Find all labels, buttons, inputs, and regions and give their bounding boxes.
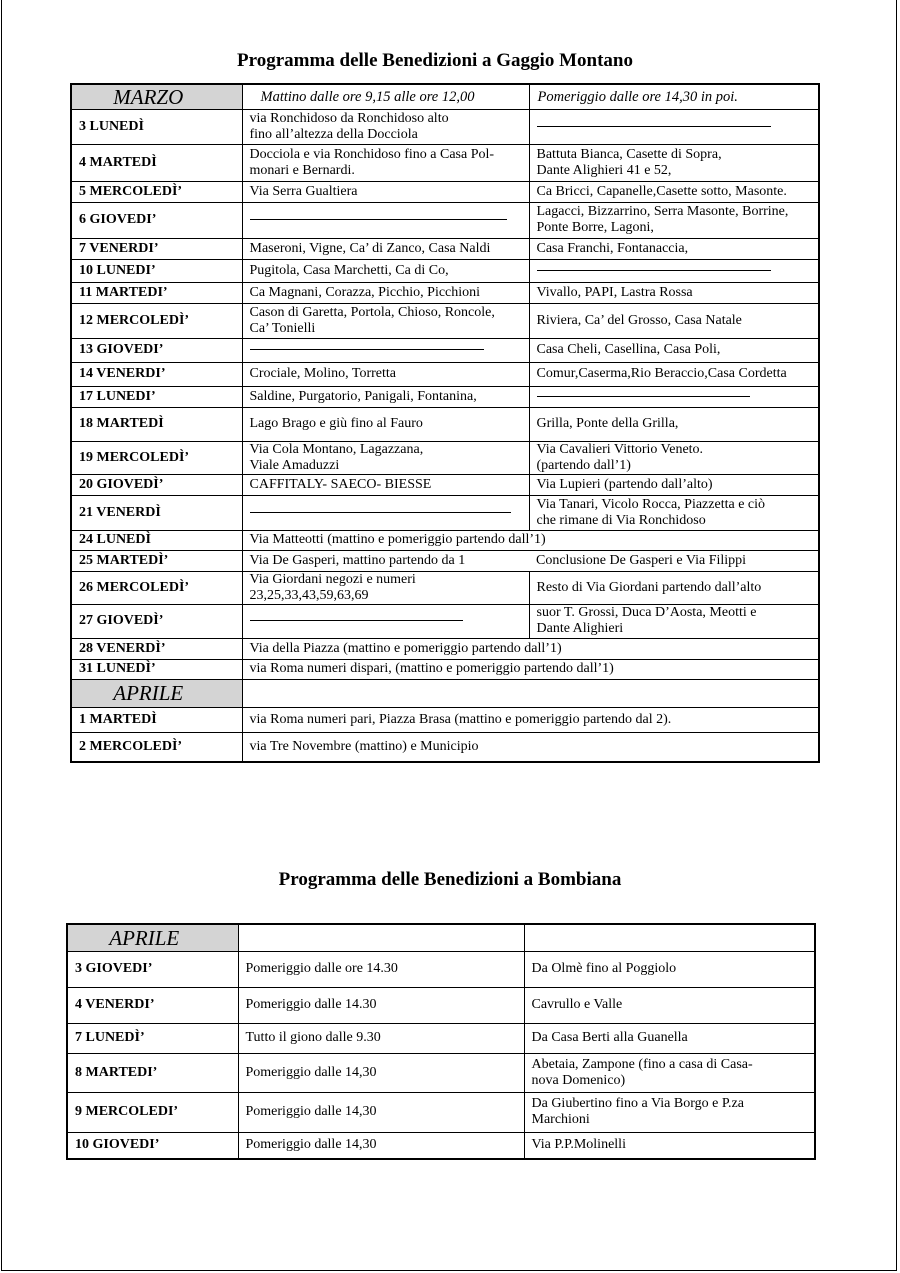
schedule-row (71, 259, 819, 282)
cell-line: Via Tanari, Vicolo Rocca, Piazzetta e ciò (536, 496, 766, 512)
schedule-row (67, 987, 815, 1023)
cell-line: Da Olmè fino al Poggiolo (531, 961, 677, 976)
cell-line: nova Domenico) (531, 1072, 626, 1088)
cell-line: monari e Bernardi. (249, 162, 355, 178)
schedule-row (71, 303, 819, 338)
morning-cell (242, 181, 529, 202)
schedule-row (67, 951, 815, 987)
month-label (71, 679, 242, 707)
morning-header: Mattino dalle ore 9,15 alle ore 12,00 (242, 84, 529, 109)
morning-cell (242, 362, 529, 386)
cell-line: Riviera, Ca’ del Grosso, Casa Natale (536, 312, 742, 328)
cell-line: Via Serra Gualtiera (249, 183, 358, 199)
month-label (67, 924, 238, 951)
month-name-text: APRILE (109, 925, 180, 950)
day-cell: 4 VENERDI’ (67, 987, 238, 1023)
cell-line: Casa Cheli, Casellina, Casa Poli, (536, 342, 721, 357)
month-name-text: MARZO (113, 84, 184, 109)
full-day-cell: via Roma numeri pari, Piazza Brasa (mattino e pomeriggio partendo dal 2). (242, 707, 819, 732)
day-cell: 13 GIOVEDI’ (71, 338, 242, 362)
day-cell: 10 GIOVEDI’ (67, 1132, 238, 1159)
afternoon-cell (529, 202, 819, 238)
afternoon-cell (529, 441, 819, 474)
cell-line: Via Giordani negozi e numeri (249, 571, 416, 587)
schedule-row (67, 1023, 815, 1053)
full-day-cell: via Roma numeri dispari, (mattino e pomeriggio partendo dall’1) (242, 659, 819, 679)
schedule-row (71, 571, 819, 604)
afternoon-cell (529, 604, 819, 638)
schedule-row (71, 550, 819, 571)
schedule-row (71, 144, 819, 181)
header-blank (238, 924, 524, 951)
april-header-blank (242, 679, 819, 707)
afternoon-cell (529, 303, 819, 338)
afternoon-cell (529, 550, 819, 571)
morning-cell (242, 338, 529, 362)
time-cell: Pomeriggio dalle 14,30 (238, 1132, 524, 1159)
place-cell (524, 1023, 815, 1053)
afternoon-cell (529, 495, 819, 530)
full-day-cell: Via della Piazza (mattino e pomeriggio partendo dall’1) (242, 638, 819, 659)
schedule-row (71, 282, 819, 303)
empty-dash (537, 270, 771, 271)
schedule-row (71, 238, 819, 259)
morning-cell (242, 495, 529, 530)
cell-line: fino all’altezza della Docciola (249, 126, 418, 142)
schedule-row (71, 181, 819, 202)
day-cell: 14 VENERDI’ (71, 362, 242, 386)
cell-line: Lago Brago e giù fino al Fauro (249, 416, 423, 431)
day-cell: 5 MERCOLEDÌ’ (71, 181, 242, 202)
empty-dash (537, 396, 750, 397)
afternoon-cell (529, 338, 819, 362)
place-cell (524, 951, 815, 987)
schedule-row (71, 707, 819, 732)
cell-line: Ponte Borre, Lagoni, (536, 220, 654, 235)
cell-line: Cason di Garetta, Portola, Chioso, Roncole, (249, 304, 495, 320)
bombiana-title: Programma delle Benedizioni a Bombiana (278, 869, 622, 890)
cell-line: Comur,Caserma,Rio Beraccio,Casa Cordetta (536, 366, 787, 381)
day-cell: 25 MARTEDÌ’ (71, 550, 242, 571)
day-cell: 10 LUNEDI’ (71, 259, 242, 282)
time-cell: Pomeriggio dalle 14.30 (238, 987, 524, 1023)
gaggio-schedule-table (70, 83, 820, 763)
schedule-row (71, 604, 819, 638)
cell-line: Crociale, Molino, Torretta (249, 366, 397, 381)
cell-line: Via Cola Montano, Lagazzana, (249, 441, 424, 457)
cell-line: Via De Gasperi, mattino partendo da 1 (249, 552, 466, 568)
cell-line: via Ronchidoso da Ronchidoso alto (249, 110, 449, 126)
schedule-row (71, 362, 819, 386)
day-cell: 26 MERCOLEDÌ’ (71, 571, 242, 604)
day-cell: 2 MERCOLEDÌ’ (71, 732, 242, 762)
afternoon-cell (529, 109, 819, 144)
cell-line: Docciola e via Ronchidoso fino a Casa Pol- (249, 146, 495, 162)
empty-dash (250, 219, 507, 220)
morning-cell (242, 604, 529, 638)
time-cell: Pomeriggio dalle 14,30 (238, 1053, 524, 1092)
day-cell: 19 MERCOLEDÌ’ (71, 441, 242, 474)
day-cell: 11 MARTEDI’ (71, 282, 242, 303)
morning-cell (242, 571, 529, 604)
month-header-row (67, 924, 815, 951)
cell-line: suor T. Grossi, Duca D’Aosta, Meotti e (536, 605, 757, 620)
day-cell: 7 VENERDI’ (71, 238, 242, 259)
place-cell (524, 1053, 815, 1092)
cell-line: Maseroni, Vigne, Ca’ di Zanco, Casa Naldi (249, 240, 491, 256)
schedule-row (67, 1092, 815, 1132)
day-cell: 9 MERCOLEDI’ (67, 1092, 238, 1132)
month-name-text: APRILE (113, 681, 184, 705)
cell-line: Via P.P.Molinelli (531, 1137, 626, 1153)
schedule-row (67, 1053, 815, 1092)
cell-line: Pugitola, Casa Marchetti, Ca di Co, (249, 262, 449, 278)
cell-line: Cavrullo e Valle (531, 997, 623, 1012)
cell-line: Conclusione De Gasperi e Via Filippi (536, 552, 747, 568)
schedule-row (71, 386, 819, 407)
month-header-row (71, 84, 819, 109)
morning-cell (242, 109, 529, 144)
cell-line: Ca Bricci, Capanelle,Casette sotto, Masonte. (536, 183, 787, 199)
day-cell: 8 MARTEDI’ (67, 1053, 238, 1092)
place-cell (524, 1092, 815, 1132)
day-cell: 3 LUNEDÌ (71, 109, 242, 144)
schedule-row (71, 338, 819, 362)
morning-cell (242, 407, 529, 441)
cell-line: Abetaia, Zampone (fino a casa di Casa- (531, 1056, 753, 1072)
cell-line: CAFFITALY- SAECO- BIESSE (249, 476, 432, 492)
cell-line: Saldine, Purgatorio, Panigali, Fontanina, (249, 388, 477, 404)
schedule-row (67, 1132, 815, 1159)
cell-line: Resto di Via Giordani partendo dall’alto (536, 579, 762, 595)
afternoon-cell (529, 259, 819, 282)
empty-dash (250, 349, 484, 350)
cell-line: Dante Alighieri (536, 621, 624, 636)
afternoon-cell (529, 407, 819, 441)
day-cell: 7 LUNEDÌ’ (67, 1023, 238, 1053)
cell-line: Ca Magnani, Corazza, Picchio, Picchioni (249, 284, 481, 300)
morning-cell (242, 202, 529, 238)
cell-line: Ca’ Tonielli (249, 320, 316, 336)
afternoon-cell (529, 571, 819, 604)
morning-cell (242, 259, 529, 282)
day-cell: 21 VENERDÌ (71, 495, 242, 530)
schedule-row (71, 202, 819, 238)
morning-cell (242, 144, 529, 181)
day-cell: 31 LUNEDÌ’ (71, 659, 242, 679)
schedule-row (71, 474, 819, 495)
empty-dash (250, 512, 511, 513)
afternoon-header: Pomeriggio dalle ore 14,30 in poi. (529, 84, 819, 109)
cell-line: Da Casa Berti alla Guanella (531, 1030, 688, 1045)
schedule-row (71, 530, 819, 550)
cell-line: Via Lupieri (partendo dall’alto) (536, 476, 713, 492)
cell-line: Dante Alighieri 41 e 52, (536, 162, 672, 178)
day-cell: 1 MARTEDÌ (71, 707, 242, 732)
schedule-row (71, 659, 819, 679)
day-cell: 27 GIOVEDÌ’ (71, 604, 242, 638)
day-cell: 12 MERCOLEDÌ’ (71, 303, 242, 338)
place-cell (524, 1132, 815, 1159)
time-cell: Pomeriggio dalle ore 14.30 (238, 951, 524, 987)
header-blank (524, 924, 815, 951)
afternoon-cell (529, 386, 819, 407)
afternoon-cell (529, 144, 819, 181)
day-cell: 20 GIOVEDÌ’ (71, 474, 242, 495)
morning-cell (242, 441, 529, 474)
day-cell: 6 GIOVEDI’ (71, 202, 242, 238)
schedule-row (71, 441, 819, 474)
afternoon-cell (529, 474, 819, 495)
morning-cell (242, 474, 529, 495)
cell-line: Marchioni (531, 1112, 590, 1127)
cell-line: 23,25,33,43,59,63,69 (249, 587, 369, 603)
cell-line: Grilla, Ponte della Grilla, (536, 416, 679, 431)
morning-cell (242, 303, 529, 338)
afternoon-cell (529, 282, 819, 303)
morning-cell (242, 282, 529, 303)
schedule-row (71, 407, 819, 441)
morning-cell (242, 550, 529, 571)
full-day-cell: via Tre Novembre (mattino) e Municipio (242, 732, 819, 762)
bombiana-schedule-table (66, 923, 816, 1160)
month-label (71, 84, 242, 109)
april-header-row (71, 679, 819, 707)
schedule-row (71, 495, 819, 530)
afternoon-cell (529, 181, 819, 202)
time-cell: Pomeriggio dalle 14,30 (238, 1092, 524, 1132)
cell-line: (partendo dall’1) (536, 457, 631, 473)
cell-line: Vivallo, PAPI, Lastra Rossa (536, 284, 693, 300)
schedule-row (71, 638, 819, 659)
cell-line: Via Cavalieri Vittorio Veneto. (536, 441, 704, 457)
cell-line: Viale Amaduzzi (249, 457, 340, 473)
cell-line: Battuta Bianca, Casette di Sopra, (536, 146, 722, 162)
afternoon-cell (529, 362, 819, 386)
empty-dash (250, 620, 463, 621)
gaggio-title: Programma delle Benedizioni a Gaggio Montano (237, 50, 633, 71)
day-cell: 28 VENERDÌ’ (71, 638, 242, 659)
schedule-row (71, 109, 819, 144)
day-cell: 3 GIOVEDI’ (67, 951, 238, 987)
morning-cell (242, 386, 529, 407)
day-cell: 18 MARTEDÌ (71, 407, 242, 441)
cell-line: Lagacci, Bizzarrino, Serra Masonte, Borrine, (536, 204, 789, 219)
afternoon-cell (529, 238, 819, 259)
day-cell: 4 MARTEDÌ (71, 144, 242, 181)
day-cell: 17 LUNEDI’ (71, 386, 242, 407)
empty-dash (537, 126, 771, 127)
cell-line: che rimane di Via Ronchidoso (536, 512, 706, 528)
schedule-row (71, 732, 819, 762)
full-day-cell: Via Matteotti (mattino e pomeriggio partendo dall’1) (242, 530, 819, 550)
morning-cell (242, 238, 529, 259)
time-cell: Tutto il giono dalle 9.30 (238, 1023, 524, 1053)
cell-line: Casa Franchi, Fontanaccia, (536, 240, 689, 256)
place-cell (524, 987, 815, 1023)
day-cell: 24 LUNEDÌ (71, 530, 242, 550)
cell-line: Da Giubertino fino a Via Borgo e P.za (531, 1096, 744, 1111)
